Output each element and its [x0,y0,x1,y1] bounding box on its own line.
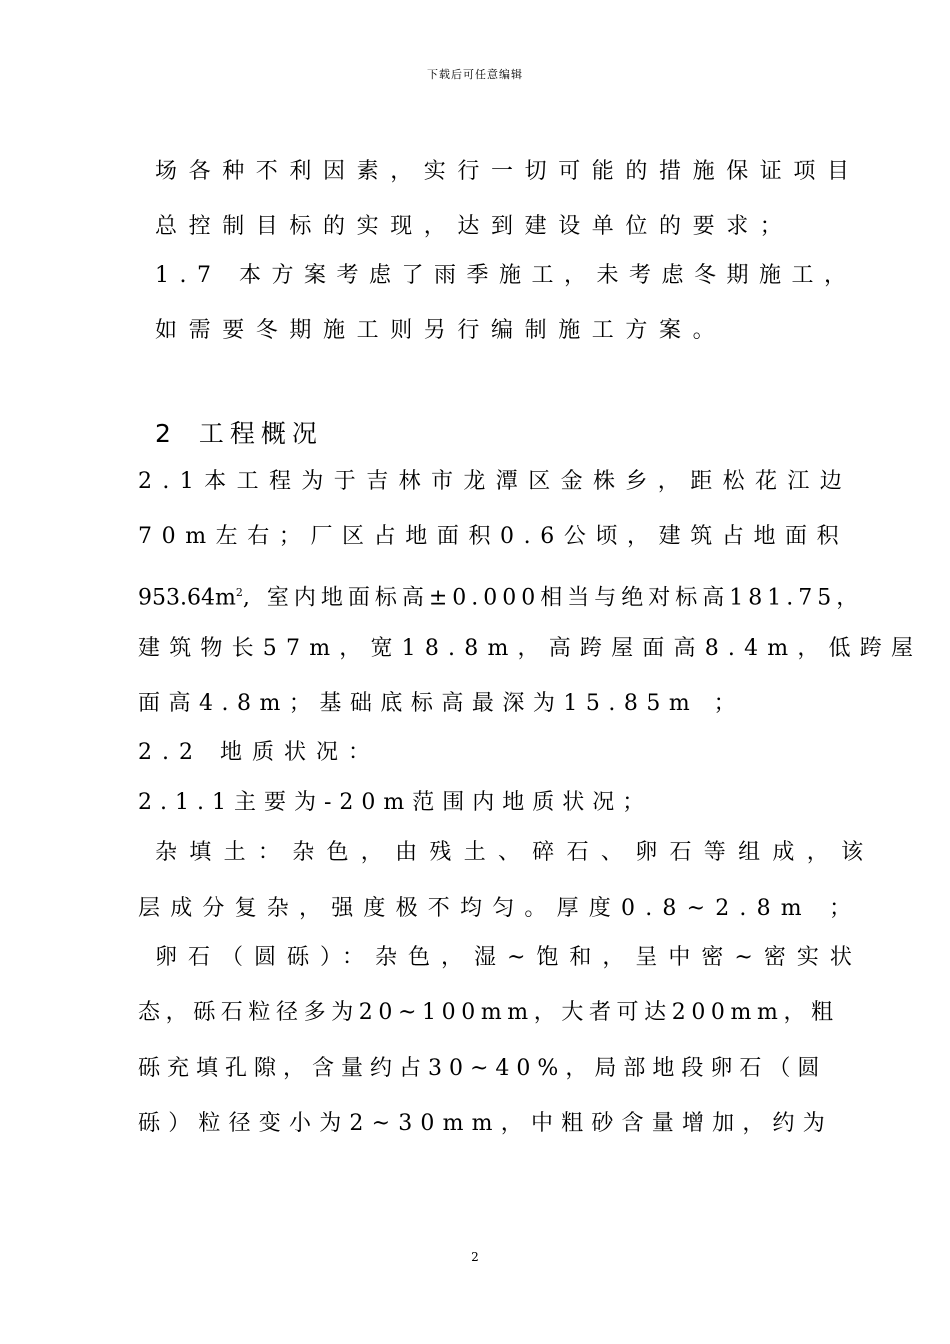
paragraph-line: 如需要冬期施工则另行编制施工方案。 [155,318,727,343]
page-number: 2 [471,1250,479,1264]
paragraph-line: 场各种不利因素，实行一切可能的措施保证项目 [155,159,861,184]
body-line: 杂填土：杂色，由残土、碎石、卵石等组成，该 [155,840,876,865]
body-line: $953.64m^2$, 室内地面标高±0.000相当与绝对标高181.75， [138,585,864,611]
body-line: 砾充填孔隙，含量约占30~40%，局部地段卵石（圆 [138,1056,827,1081]
body-line: 建筑物长57m，宽18.8m，高跨屋面高8.4m，低跨屋 [138,636,923,661]
body-line: 卵石（圆砾）：杂色，湿~饱和，呈中密~密实状 [155,945,863,970]
section-heading [155,414,323,450]
section-number: 2 [155,419,177,448]
paragraph-line: 总控制目标的实现，达到建设单位的要求； [155,214,794,239]
paragraph-line: 1.7 本方案考虑了雨季施工，未考虑冬期施工， [155,263,857,288]
body-line: 70m左右；厂区占地面积0.6公顷，建筑占地面积 [138,524,849,549]
body-line: 面高4.8m；基础底标高最深为15.85m ； [138,691,745,716]
body-line: 层成分复杂，强度极不均匀。厚度0.8~2.8m ； [138,896,862,921]
body-line: 态，砾石粒径多为20~100mm，大者可达200mm，粗 [138,1000,839,1025]
page-header: 下载后可任意编辑 [427,68,523,81]
body-line: 砾）粒径变小为2~30mm，中粗砂含量增加，约为 [138,1111,833,1136]
body-line: 2.2 地质状况： [138,740,380,765]
body-line: 2.1本工程为于吉林市龙潭区金株乡，距松花江边 [138,469,853,494]
body-line: 2.1.1主要为-20m范围内地质状况； [138,790,653,815]
section-title: 工程概况 [198,419,323,448]
